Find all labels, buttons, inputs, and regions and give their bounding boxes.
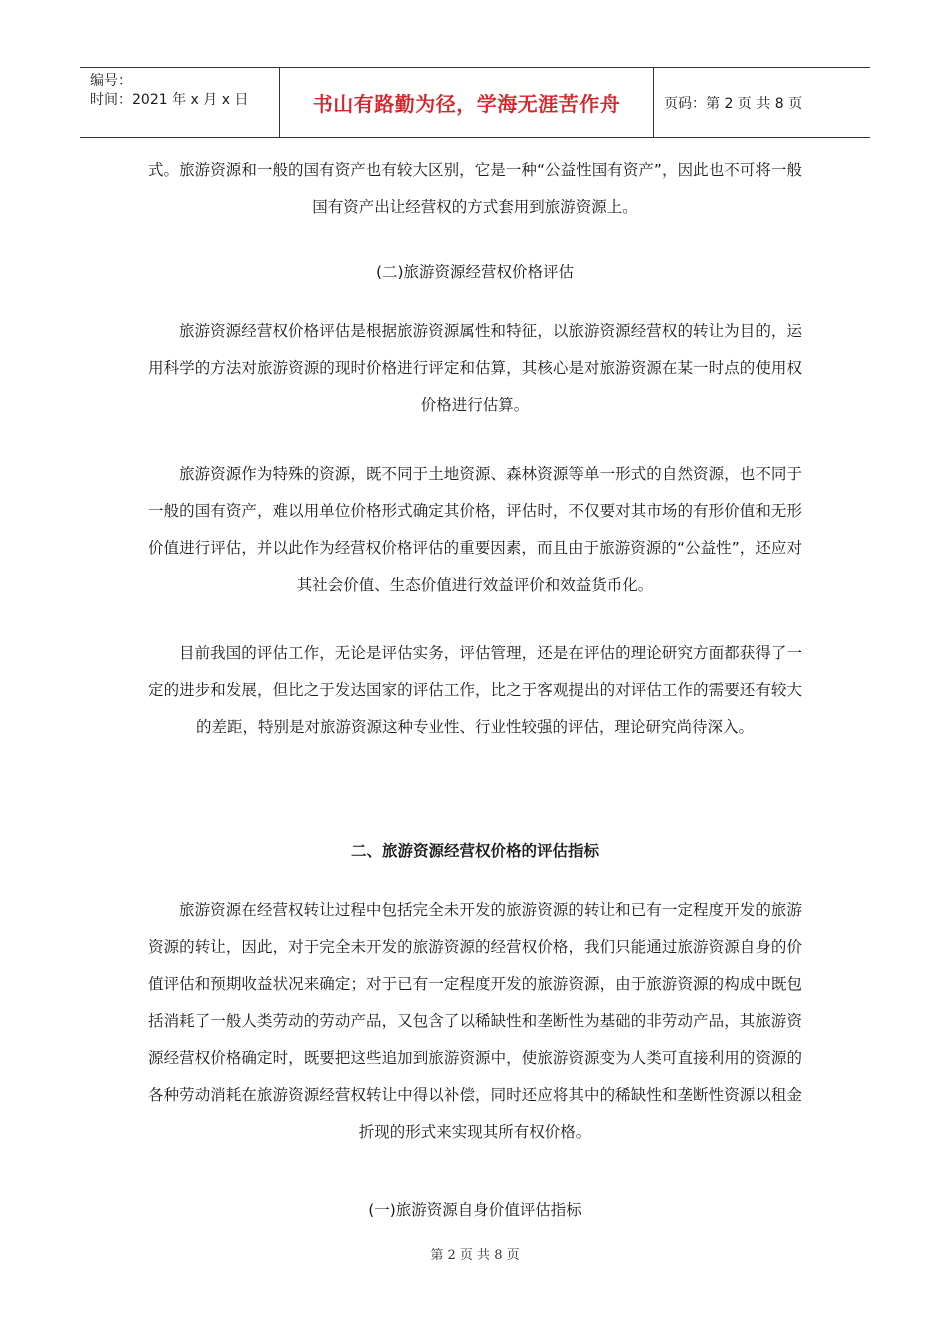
document-time-label: 时间：2021 年 x 月 x 日 <box>90 92 249 108</box>
paragraph-2: 旅游资源经营权价格评估是根据旅游资源属性和特征，以旅游资源经营权的转让为目的，运用科学的方法对旅游资源的现时价格进行评定和估算，其核心是对旅游资源在某一时点的使用权价格进行估算。 <box>148 322 802 414</box>
document-number-label: 编号： <box>90 73 132 89</box>
paragraph-3: 旅游资源作为特殊的资源，既不同于土地资源、森林资源等单一形式的自然资源，也不同于一般的国有资产，难以用单位价格形式确定其价格，评估时，不仅要对其市场的有形价值和无形价值进行评估，并以此作为经营权价格评估的重要因素，而且由于旅游资源的“公益性”，还应对其社会价值、生态价值进行效益评价和效益货币化。 <box>148 465 802 594</box>
chapter-heading-2: 二、旅游资源经营权价格的评估指标 <box>350 842 599 860</box>
section-heading-2-2: (二)旅游资源经营权价格评估 <box>375 263 575 281</box>
header-motto: 书山有路勤为径，学海无涯苦作舟 <box>280 68 654 137</box>
paragraph-4: 目前我国的评估工作，无论是评估实务，评估管理，还是在评估的理论研究方面都获得了一定的进步和发展，但比之于发达国家的评估工作，比之于客观提出的对评估工作的需要还有较大的差距，特别是对旅游资源这种专业性、行业性较强的评估，理论研究尚待深入。 <box>148 644 802 736</box>
section-heading-1: (一)旅游资源自身价值评估指标 <box>368 1201 582 1219</box>
page-header <box>80 67 870 138</box>
page-footer: 第 2 页 共 8 页 <box>430 1248 520 1263</box>
paragraph-5: 旅游资源在经营权转让过程中包括完全未开发的旅游资源的转让和已有一定程度开发的旅游资源的转让，因此，对于完全未开发的旅游资源的经营权价格，我们只能通过旅游资源自身的价值评估和预期收益状况来确定；对于已有一定程度开发的旅游资源，由于旅游资源的构成中既包括消耗了一般人类劳动的劳动产品，又包含了以稀缺性和垄断性为基础的非劳动产品，其旅游资源经营权价格确定时，既要把这些追加到旅游资源中，使旅游资源变为人类可直接利用的资源的各种劳动消耗在旅游资源经营权转让中得以补偿，同时还应将其中的稀缺性和垄断性资源以租金折现的形式来实现其所有权价格。 <box>148 901 802 1141</box>
header-page-number: 页码：第 2 页 共 8 页 <box>664 95 803 112</box>
header-meta <box>80 68 280 137</box>
paragraph-1: 式。旅游资源和一般的国有资产也有较大区别，它是一种“公益性国有资产”，因此也不可将一般国有资产出让经营权的方式套用到旅游资源上。 <box>148 161 802 216</box>
